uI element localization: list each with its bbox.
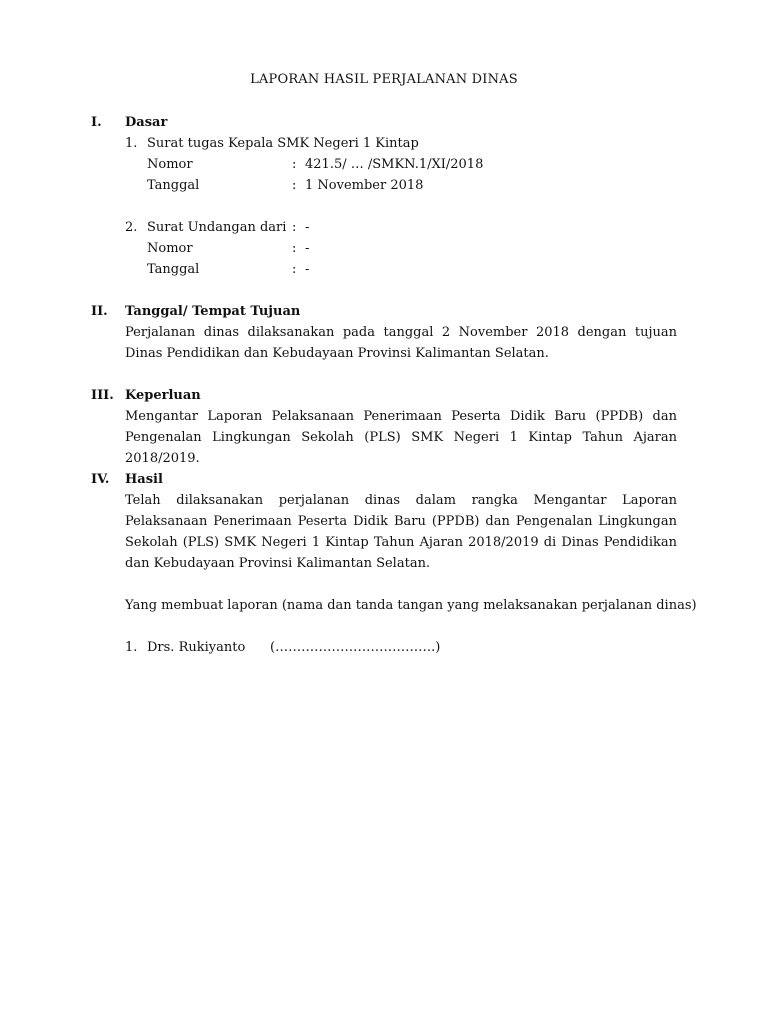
section-1-heading: Dasar: [125, 115, 168, 130]
item-2-undangan-colon: :: [292, 220, 297, 235]
item-1-nomor-value: 421.5/ … /SMKN.1/XI/2018: [305, 157, 484, 172]
item-2-tanggal-label: Tanggal: [147, 262, 200, 277]
item-2-nomor-value: -: [305, 241, 310, 256]
section-3-number: III.: [91, 388, 114, 403]
section-2-body: Perjalanan dinas dilaksanakan pada tanggal 2 November 2018 dengan tujuan Dinas Pendidikan dan Kebudayaan Provinsi Kalimantan Selatan.: [125, 325, 677, 361]
item-1-text: Surat tugas Kepala SMK Negeri 1 Kintap: [147, 136, 419, 151]
item-1-tanggal-colon: :: [292, 178, 297, 193]
signer-name: Drs. Rukiyanto: [147, 640, 246, 655]
section-2-number: II.: [91, 304, 108, 319]
section-4-number: IV.: [91, 472, 110, 487]
item-2-undangan-value: -: [305, 220, 310, 235]
section-1-number: I.: [91, 115, 102, 130]
item-2-number: 2.: [125, 220, 138, 235]
section-4-body: Telah dilaksanakan perjalanan dinas dalam rangka Mengantar Laporan Pelaksanaan Penerimaan Peserta Didik Baru (PPDB) dan Pengenalan Lingkungan Sekolah (PLS) SMK Negeri 1 Kintap Tahun Ajaran 2018/2019 di Dinas Pendidikan dan Kebudayaan Provinsi Kalimantan Selatan.: [125, 493, 677, 571]
item-2-nomor-colon: :: [292, 241, 297, 256]
item-2-tanggal-value: -: [305, 262, 310, 277]
item-2-nomor-label: Nomor: [147, 241, 193, 256]
signer-number: 1.: [125, 640, 138, 655]
section-3-heading: Keperluan: [125, 388, 201, 403]
signature-intro: Yang membuat laporan (nama dan tanda tangan yang melaksanakan perjalanan dinas): [125, 598, 697, 613]
section-4-heading: Hasil: [125, 472, 163, 487]
signature-blank: (……………………………….): [270, 640, 441, 655]
item-1-tanggal-label: Tanggal: [147, 178, 200, 193]
item-2-tanggal-colon: :: [292, 262, 297, 277]
item-1-tanggal-value: 1 November 2018: [305, 178, 424, 193]
item-1-nomor-colon: :: [292, 157, 297, 172]
item-1-nomor-label: Nomor: [147, 157, 193, 172]
item-1-number: 1.: [125, 136, 138, 151]
section-2-heading: Tanggal/ Tempat Tujuan: [125, 304, 301, 319]
section-3-body: Mengantar Laporan Pelaksanaan Penerimaan Peserta Didik Baru (PPDB) dan Pengenalan Lingkungan Sekolah (PLS) SMK Negeri 1 Kintap Tahun Ajaran 2018/2019.: [125, 409, 677, 466]
item-2-undangan-label: Surat Undangan dari: [147, 220, 287, 235]
document-title: LAPORAN HASIL PERJALANAN DINAS: [250, 72, 518, 87]
